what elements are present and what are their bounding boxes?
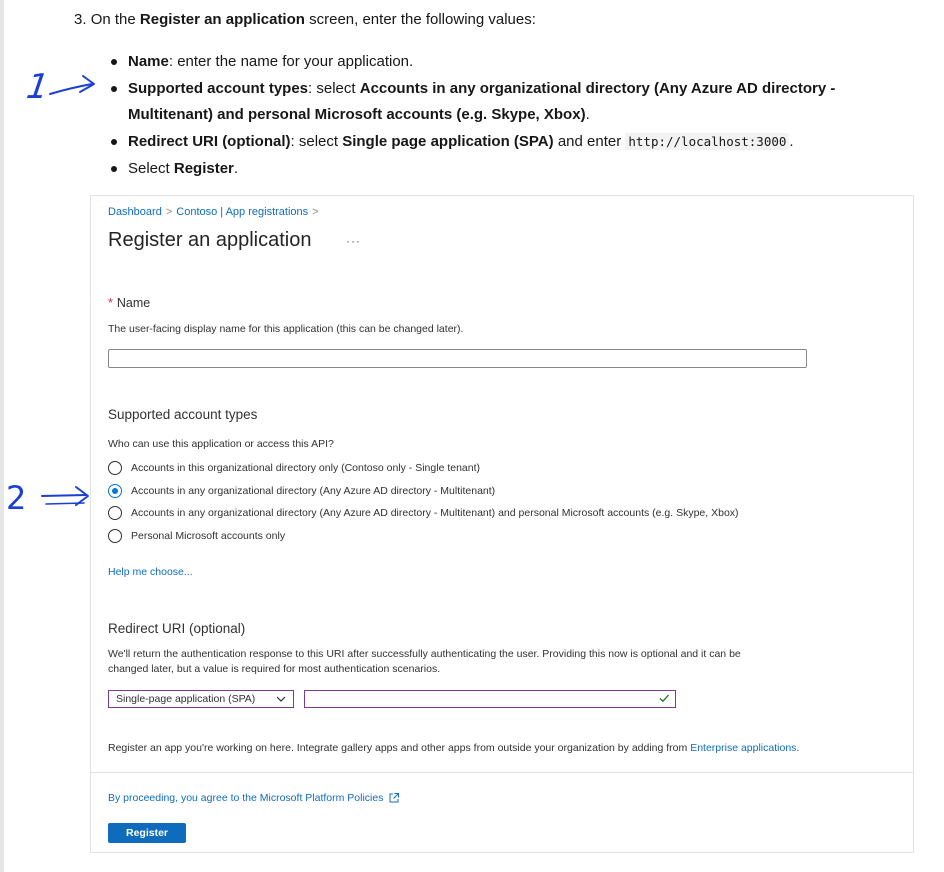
enterprise-applications-link[interactable]: Enterprise applications [690, 742, 797, 754]
radio-single-tenant[interactable]: Accounts in this organizational directory only (Contoso only - Single tenant) [108, 460, 480, 476]
redirect-uri-input[interactable] [304, 690, 676, 708]
breadcrumb [108, 206, 323, 218]
platform-policies-link[interactable]: By proceeding, you agree to the Microsoft Platform Policies [108, 792, 400, 804]
redirect-uri-help-line1: We'll return the authentication response to this URI after successfully authenticating the user. Providing this now is optional and it can be [108, 648, 741, 660]
annotation-arrow-1 [23, 64, 98, 108]
breadcrumb-dashboard[interactable]: Dashboard [108, 206, 162, 218]
redirect-uri-heading: Redirect URI (optional) [108, 621, 246, 636]
breadcrumb-app-registrations[interactable]: Contoso | App registrations [176, 206, 309, 218]
required-asterisk: * [108, 296, 113, 310]
left-scroll-rule [0, 0, 4, 872]
name-label: * Name [108, 296, 151, 310]
annotation-1-number: 1 [23, 67, 52, 107]
platform-select[interactable]: Single-page application (SPA) [108, 690, 294, 708]
external-link-icon [388, 792, 400, 804]
name-input[interactable] [108, 349, 807, 368]
register-note: Register an app you're working on here. Integrate gallery apps and other apps from outside your organization by adding from Enterprise applications. [108, 742, 800, 754]
instruction-list [108, 49, 898, 183]
instruction-item-account-types: Supported account types: select Accounts in any organizational directory (Any Azure AD directory - Multitenant) and personal Microsoft accounts (e.g. Skype, Xbox). [108, 76, 898, 127]
account-types-question: Who can use this application or access this API? [108, 438, 334, 450]
chevron-down-icon [275, 693, 287, 705]
radio-button[interactable] [108, 461, 122, 475]
account-types-heading: Supported account types [108, 407, 258, 422]
instruction-item-name: Name: enter the name for your application. [108, 49, 898, 75]
radio-personal-only[interactable]: Personal Microsoft accounts only [108, 528, 285, 544]
annotation-2-arrow-shaft [42, 495, 86, 496]
footer-divider [91, 772, 913, 773]
annotation-2-number: 2 [6, 479, 27, 517]
help-me-choose-link[interactable]: Help me choose... [108, 566, 193, 578]
checkmark-icon [658, 692, 670, 704]
more-options-icon[interactable]: ··· [346, 234, 361, 248]
annotation-arrow-2 [4, 474, 96, 520]
breadcrumb-separator: > [165, 206, 173, 218]
radio-button[interactable] [108, 506, 122, 520]
radio-button-selected[interactable] [108, 484, 122, 498]
radio-button[interactable] [108, 529, 122, 543]
register-app-panel [90, 195, 914, 853]
instruction-item-register: Select Register. [108, 156, 898, 182]
radio-multitenant[interactable]: Accounts in any organizational directory (Any Azure AD directory - Multitenant) [108, 483, 495, 499]
redirect-uri-help-line2: changed later, but a value is required for most authentication scenarios. [108, 663, 441, 675]
register-button[interactable]: Register [108, 823, 186, 843]
breadcrumb-separator: > [312, 206, 319, 218]
localhost-code: http://localhost:3000 [625, 133, 789, 150]
step-heading: 3. On the Register an application screen, enter the following values: [74, 11, 536, 28]
page-title: Register an application [108, 229, 312, 251]
instruction-item-redirect-uri: Redirect URI (optional): select Single page application (SPA) and enter http://localhost:3000 . [108, 129, 898, 155]
name-help-text: The user-facing display name for this application (this can be changed later). [108, 323, 464, 335]
radio-multitenant-personal[interactable]: Accounts in any organizational directory (Any Azure AD directory - Multitenant) and personal Microsoft accounts (e.g. Skype, Xbox) [108, 505, 739, 521]
